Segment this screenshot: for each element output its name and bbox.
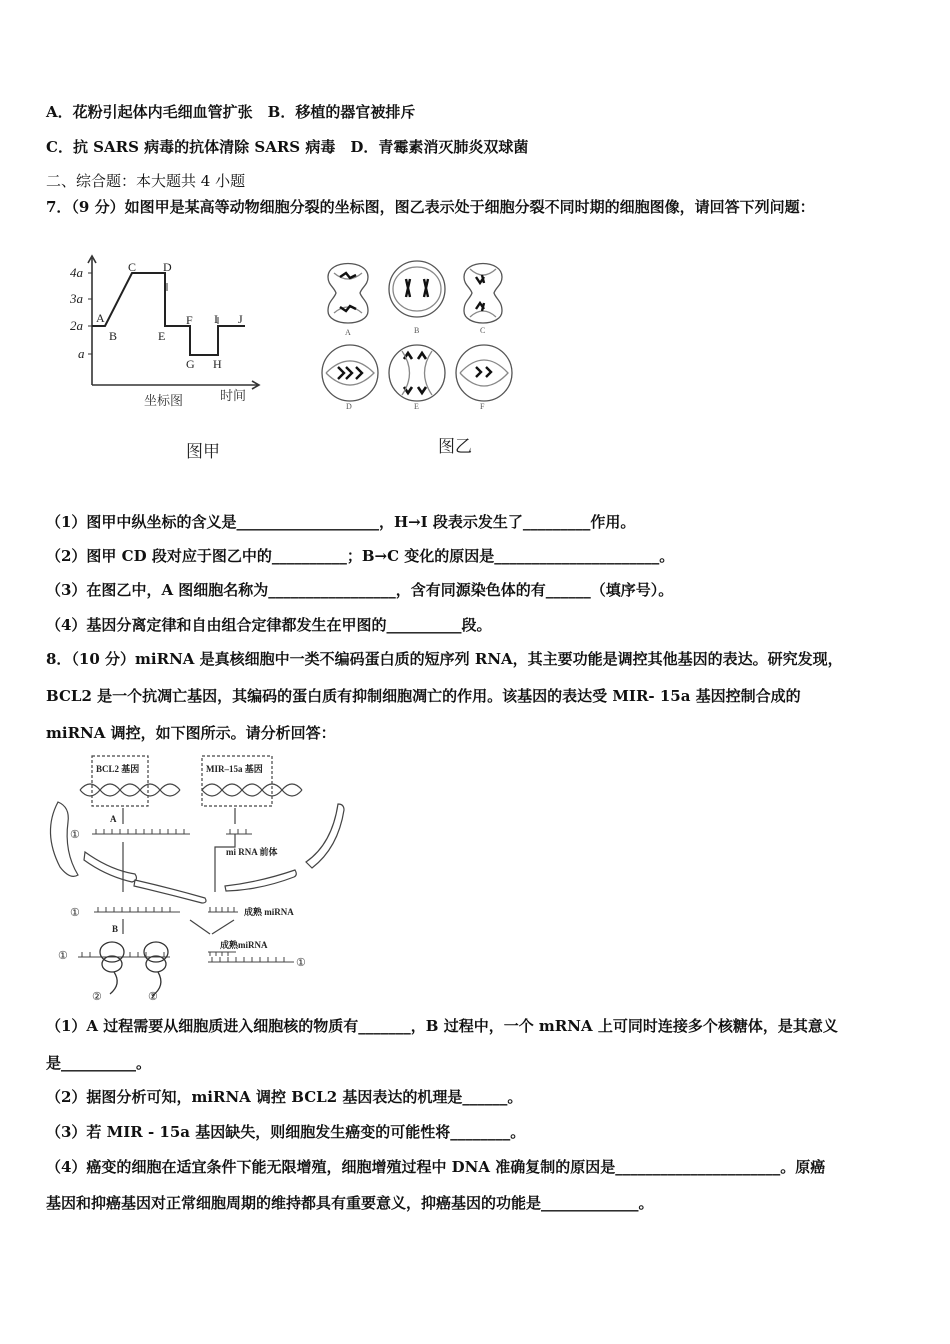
x-axis-label: 时间 xyxy=(220,388,247,403)
q8-stem-2: BCL2 是一个抗凋亡基因，其编码的蛋白质有抑制细胞凋亡的作用。该基因的表达受 MIR- 15a 基因控制合成的 xyxy=(46,687,801,705)
q8-sub2: （2）据图分析可知，miRNA 调控 BCL2 基因表达的机理是______。 xyxy=(46,1088,523,1106)
point-label: A xyxy=(96,311,105,325)
cell-label: F xyxy=(480,402,485,411)
cell-c xyxy=(464,264,502,324)
ribosome xyxy=(102,956,122,972)
point-label: I xyxy=(214,312,218,326)
q7-sub3: （3）在图乙中，A 图细胞名称为_________________，含有同源染色体的有______（填序号）。 xyxy=(46,581,674,599)
cell-label: B xyxy=(414,326,420,335)
q6-options-cd: C．抗 SARS 病毒的抗体清除 SARS 病毒 D．青霉素消灭肺炎双球菌 xyxy=(46,138,529,156)
cell-label: D xyxy=(346,402,352,411)
ribosome xyxy=(146,956,166,972)
mir15a-dna xyxy=(202,784,302,796)
figure-yi-caption: 图乙 xyxy=(438,437,472,456)
point-label: F xyxy=(186,313,193,327)
polypeptide xyxy=(110,972,117,994)
cell-b xyxy=(389,261,445,317)
cell-f xyxy=(456,345,512,401)
arrow-mature xyxy=(212,920,234,934)
y-tick-label: 3a xyxy=(70,291,83,306)
q8-stem-3: miRNA 调控，如下图所示。请分析回答： xyxy=(46,724,336,742)
nuclear-membrane xyxy=(306,804,344,868)
y-tick-label: 4a xyxy=(70,265,83,280)
q8-sub1-b: 是__________。 xyxy=(46,1054,152,1072)
point-label: B xyxy=(109,329,118,343)
cell-e xyxy=(389,345,445,401)
section2-title: 二、综合题：本大题共 4 小题 xyxy=(46,172,246,190)
q8-stem-1: 8．（10 分）miRNA 是真核细胞中一类不编码蛋白质的短序列 RNA，其主要功能是调控其他基因的表达。研究发现， xyxy=(46,650,843,668)
y-tick-label: 2a xyxy=(70,318,83,333)
cell-label: E xyxy=(414,402,419,411)
nuclear-membrane xyxy=(225,870,296,891)
cell-label: C xyxy=(480,326,486,335)
mature-mirna-label: 成熟 miRNA xyxy=(244,907,294,917)
marker-2: ② xyxy=(92,991,102,1003)
marker-2: ② xyxy=(148,991,158,1003)
mature-mirna-label: 成熟miRNA xyxy=(220,940,268,950)
cell-label: A xyxy=(345,328,351,337)
point-label: E xyxy=(158,329,166,343)
point-label: C xyxy=(128,260,137,274)
marker-1: ① xyxy=(70,829,80,841)
q7-stem: 7．（9 分）如图甲是某高等动物细胞分裂的坐标图，图乙表示处于细胞分裂不同时期的细胞图像，请回答下列问题： xyxy=(46,198,815,216)
figure-jia xyxy=(60,250,280,470)
figure-jia-caption: 图甲 xyxy=(186,442,220,461)
mirna-diagram xyxy=(40,752,350,1004)
point-label: G xyxy=(186,357,195,371)
q7-sub1: （1）图甲中纵坐标的含义是___________________，H→I 段表示发生了_________作用。 xyxy=(46,513,636,531)
y-tick-label: a xyxy=(78,346,85,361)
nuclear-membrane xyxy=(134,880,206,903)
point-label: J xyxy=(238,312,243,326)
marker-1: ① xyxy=(58,950,68,962)
q7-sub4: （4）基因分离定律和自由组合定律都发生在甲图的__________段。 xyxy=(46,616,492,634)
bcl2-dna xyxy=(80,784,180,796)
q8-sub4-a: （4）癌变的细胞在适宜条件下能无限增殖，细胞增殖过程中 DNA 准确复制的原因是______________________。原癌 xyxy=(46,1158,826,1176)
q8-sub1-a: （1）A 过程需要从细胞质进入细胞核的物质有_______，B 过程中，一个 mRNA 上可同时连接多个核糖体，是其意义 xyxy=(46,1017,838,1035)
q8-sub4-b: 基因和抑癌基因对正常细胞周期的维持都具有重要意义，抑癌基因的功能是_____________。 xyxy=(46,1194,654,1212)
q7-sub2: （2）图甲 CD 段对应于图乙中的__________；B→C 变化的原因是______________________。 xyxy=(46,547,675,565)
marker-1: ① xyxy=(296,957,306,969)
figure-yi xyxy=(320,255,530,465)
process-b-label: B xyxy=(112,924,119,934)
arrow-precursor xyxy=(215,834,235,892)
point-label: H xyxy=(213,357,222,371)
cell-d xyxy=(322,345,378,401)
point-label: D xyxy=(163,260,172,274)
mirna-precursor-label: mi RNA 前体 xyxy=(226,847,278,857)
x-caption: 坐标图 xyxy=(144,393,184,408)
q6-options-ab: A．花粉引起体内毛细血管扩张 B．移植的器官被排斥 xyxy=(46,103,416,121)
arrow-mature xyxy=(190,920,210,934)
mir15a-gene-label: MIR–15a 基因 xyxy=(206,764,263,774)
marker-1: ① xyxy=(70,907,80,919)
nuclear-membrane xyxy=(84,852,136,882)
process-a-label: A xyxy=(110,814,117,824)
q8-sub3: （3）若 MIR - 15a 基因缺失，则细胞发生癌变的可能性将________。 xyxy=(46,1123,526,1141)
cell-a xyxy=(328,264,368,324)
bcl2-gene-label: BCL2 基因 xyxy=(96,764,140,774)
